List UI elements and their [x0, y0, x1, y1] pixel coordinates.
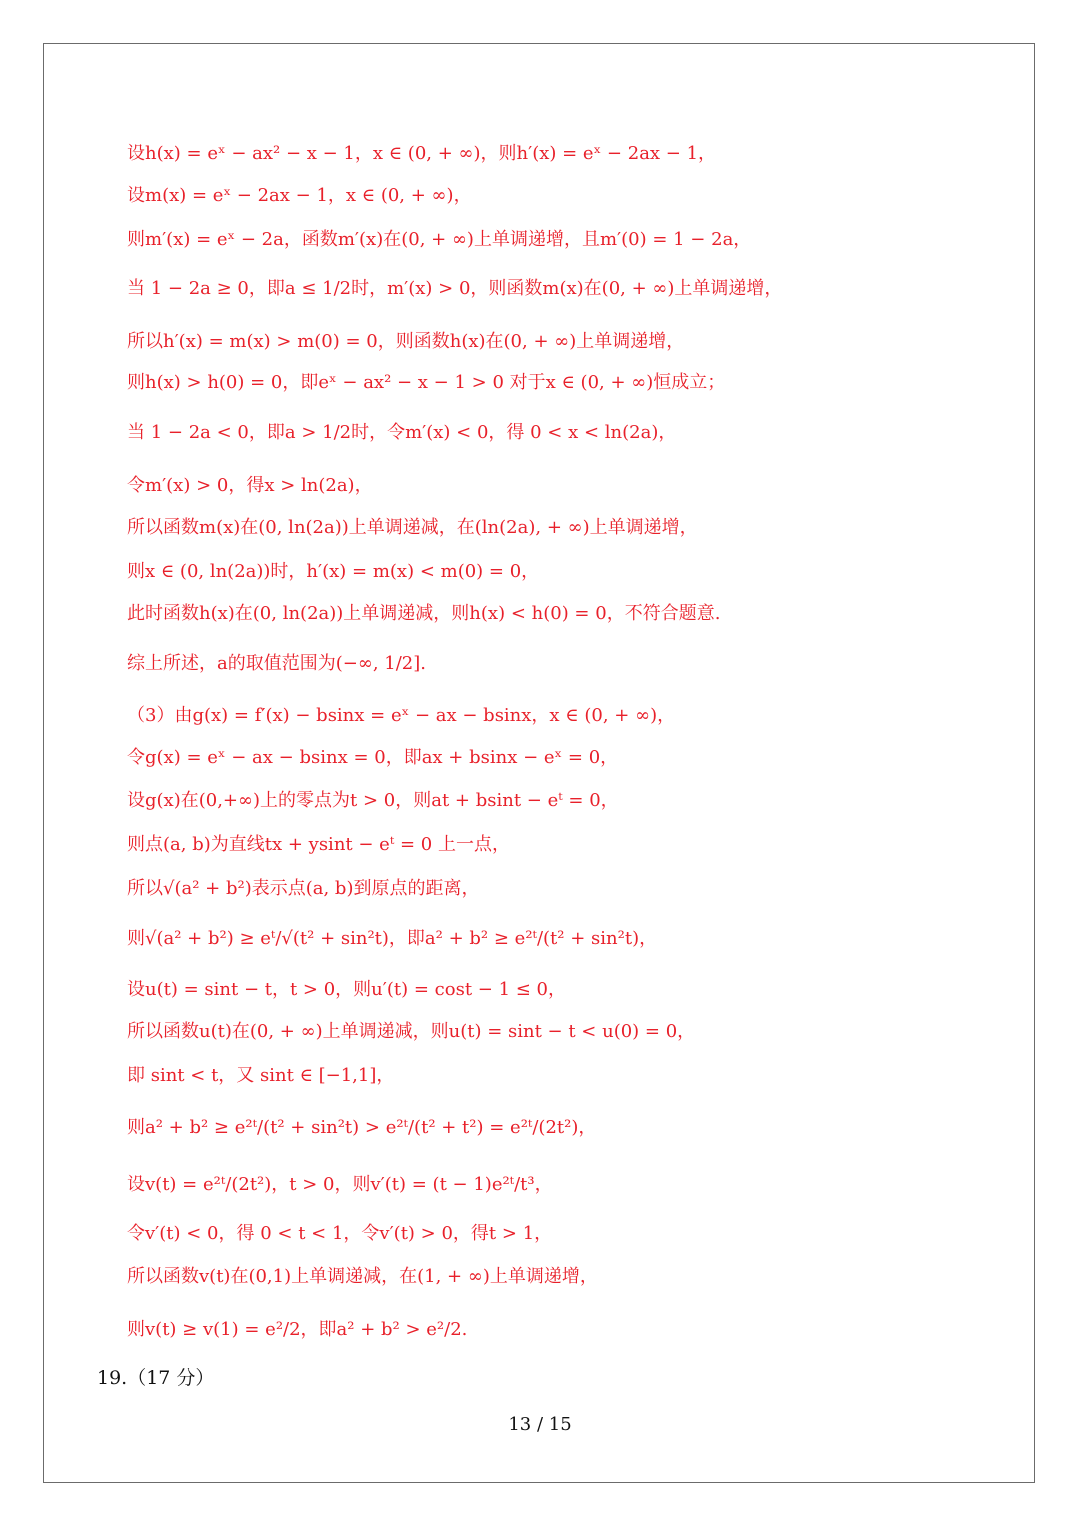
- solution-line: 所以函数u(t)在(0, + ∞)上单调递减，则u(t) = sint − t < u(0) = 0，: [127, 1021, 696, 1042]
- solution-line: 此时函数h(x)在(0, ln(2a))上单调递减，则h(x) < h(0) = 0，不符合题意.: [127, 603, 721, 624]
- solution-line: 则a² + b² ≥ e²ᵗ/(t² + sin²t) > e²ᵗ/(t² + t²) = e²ᵗ/(2t²)，: [127, 1117, 597, 1138]
- solution-line: 则x ∈ (0, ln(2a))时，h′(x) = m(x) < m(0) = 0，: [127, 561, 540, 582]
- solution-line: 设u(t) = sint − t，t > 0，则u′(t) = cost − 1 ≤ 0，: [127, 979, 567, 1000]
- solution-line: 即 sint < t，又 sint ∈ [−1,1]，: [127, 1065, 395, 1086]
- solution-line: 设g(x)在(0,+∞)上的零点为t > 0，则at + bsint − eᵗ = 0，: [127, 790, 619, 811]
- solution-line: 所以h′(x) = m(x) > m(0) = 0，则函数h(x)在(0, + ∞)上单调递增，: [127, 331, 685, 352]
- solution-line: 设v(t) = e²ᵗ/(2t²)，t > 0，则v′(t) = (t − 1)e²ᵗ/t³，: [127, 1174, 553, 1195]
- solution-line: 当 1 − 2a ≥ 0，即a ≤ 1/2时，m′(x) > 0，则函数m(x)在(0, + ∞)上单调递增，: [127, 278, 783, 299]
- solution-line: 则m′(x) = eˣ − 2a，函数m′(x)在(0, + ∞)上单调递增，且m′(0) = 1 − 2a，: [127, 229, 752, 250]
- solution-line: 设m(x) = eˣ − 2ax − 1，x ∈ (0, + ∞)，: [127, 185, 472, 206]
- solution-line: 当 1 − 2a < 0，即a > 1/2时，令m′(x) < 0，得 0 < x < ln(2a)，: [127, 422, 677, 443]
- solution-line: 所以函数m(x)在(0, ln(2a))上单调递减，在(ln(2a), + ∞)上单调递增，: [127, 517, 698, 538]
- solution-line: 所以√(a² + b²)表示点(a, b)到原点的距离，: [127, 878, 480, 899]
- solution-line: 则√(a² + b²) ≥ eᵗ/√(t² + sin²t)，即a² + b² ≥ e²ᵗ/(t² + sin²t)，: [127, 928, 658, 949]
- solution-line: 令v′(t) < 0，得 0 < t < 1，令v′(t) > 0，得t > 1，: [127, 1223, 553, 1244]
- solution-line: 则点(a, b)为直线tx + ysint − eᵗ = 0 上一点，: [127, 834, 510, 855]
- question-19-header: 19.（17 分）: [97, 1367, 215, 1389]
- solution-line: 所以函数v(t)在(0,1)上单调递减，在(1, + ∞)上单调递增，: [127, 1266, 598, 1287]
- solution-line: 则h(x) > h(0) = 0，即eˣ − ax² − x − 1 > 0 对于x ∈ (0, + ∞)恒成立；: [127, 372, 726, 393]
- solution-line: 综上所述，a的取值范围为(−∞, 1/2].: [127, 653, 426, 674]
- solution-line: 令g(x) = eˣ − ax − bsinx = 0，即ax + bsinx − eˣ = 0，: [127, 747, 619, 768]
- solution-line: （3）由g(x) = f′(x) − bsinx = eˣ − ax − bsinx，x ∈ (0, + ∞)，: [127, 705, 676, 726]
- solution-line: 则v(t) ≥ v(1) = e²/2，即a² + b² > e²/2.: [127, 1319, 468, 1340]
- solution-line: 令m′(x) > 0，得x > ln(2a)，: [127, 475, 373, 496]
- page-number: 13 / 15: [508, 1414, 572, 1435]
- solution-line: 设h(x) = eˣ − ax² − x − 1，x ∈ (0, + ∞)，则h′(x) = eˣ − 2ax − 1，: [127, 143, 717, 164]
